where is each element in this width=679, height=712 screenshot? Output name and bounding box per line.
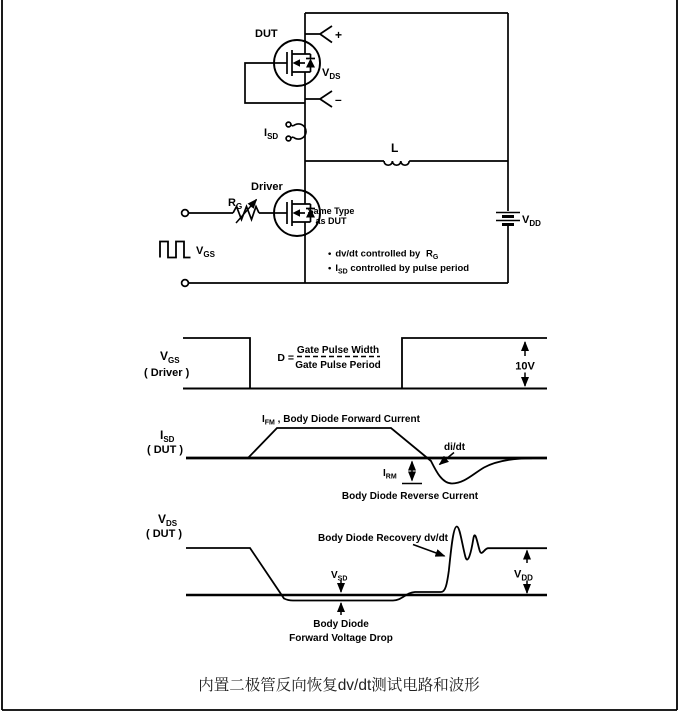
vds-probe-plus <box>305 26 342 43</box>
vds-label: $V_{DS}$ <box>322 67 341 81</box>
vgs-source-label: $V_{GS}$ <box>196 245 215 259</box>
isd-waveform <box>147 414 547 502</box>
note-dvdt: • dv/dt controlled by $R_G$ <box>328 248 439 261</box>
vds-axis-label: $V_{DS}$ <box>158 512 178 528</box>
rg-label: $R_G$ <box>228 197 243 211</box>
vds-probe-minus <box>305 91 342 107</box>
formula-denominator: Gate Pulse Period <box>295 360 381 371</box>
note-isd: • $I_{SD}$ controlled by pulse period <box>328 263 470 276</box>
dut-mosfet-icon <box>274 40 320 86</box>
ifm-annotation: $I_{FM}$ , Body Diode Forward Current <box>262 414 420 427</box>
drop-label-line2: Forward Voltage Drop <box>289 633 393 644</box>
vds-axis-label2: ( DUT ) <box>146 528 183 540</box>
formula-lhs: D = <box>277 352 294 364</box>
figure-caption: 内置二极管反向恢复dv/dt测试电路和波形 <box>198 677 480 694</box>
isd-label: $I_{SD}$ <box>264 127 279 141</box>
didt-label: di/dt <box>444 442 466 453</box>
probe-minus-icon <box>305 91 332 107</box>
dut-label: DUT <box>255 28 278 40</box>
inductor-label: L <box>391 141 399 155</box>
probe-terminal-bottom <box>286 136 291 141</box>
driver-label: Driver <box>251 181 283 193</box>
vgs-axis-label: $V_{GS}$ <box>160 349 180 365</box>
vsd-label: $V_{SD}$ <box>331 570 348 583</box>
formula-numerator: Gate Pulse Width <box>296 345 380 356</box>
vgs-waveform <box>144 338 547 389</box>
plus-label: + <box>335 28 343 42</box>
vgs-axis-label2: ( Driver ) <box>144 367 190 379</box>
vdd-battery-icon <box>496 213 520 225</box>
recovery-label: Body Diode Recovery dv/dt <box>317 533 449 544</box>
same-type-line2: as DUT <box>315 216 347 226</box>
pulse-train-icon <box>160 242 191 258</box>
input-terminal-top <box>182 210 189 217</box>
isd-axis-label2: ( DUT ) <box>147 444 184 456</box>
probe-terminal-top <box>286 122 291 127</box>
isd-current-probe-icon <box>286 122 306 141</box>
vdd-span-label: $V_{DD}$ <box>514 568 533 583</box>
amplitude-label: 10V <box>515 360 535 373</box>
test-circuit <box>160 13 541 286</box>
recovery-arrow <box>413 545 445 557</box>
vdd-label: $V_{DD}$ <box>522 214 541 228</box>
same-type-line1: Same Type <box>307 206 355 216</box>
input-terminal-bottom <box>182 280 189 287</box>
inductor-coil <box>384 161 409 165</box>
isd-axis-label: $I_{SD}$ <box>160 428 175 444</box>
reverse-current-label: Body Diode Reverse Current <box>341 491 479 502</box>
isd-current-trace <box>186 428 532 484</box>
drop-label-line1: Body Diode <box>313 619 369 630</box>
irm-label: $I_{RM}$ <box>383 468 397 481</box>
vds-waveform <box>146 512 547 644</box>
minus-label: – <box>335 92 342 107</box>
probe-plus-icon <box>305 26 332 43</box>
